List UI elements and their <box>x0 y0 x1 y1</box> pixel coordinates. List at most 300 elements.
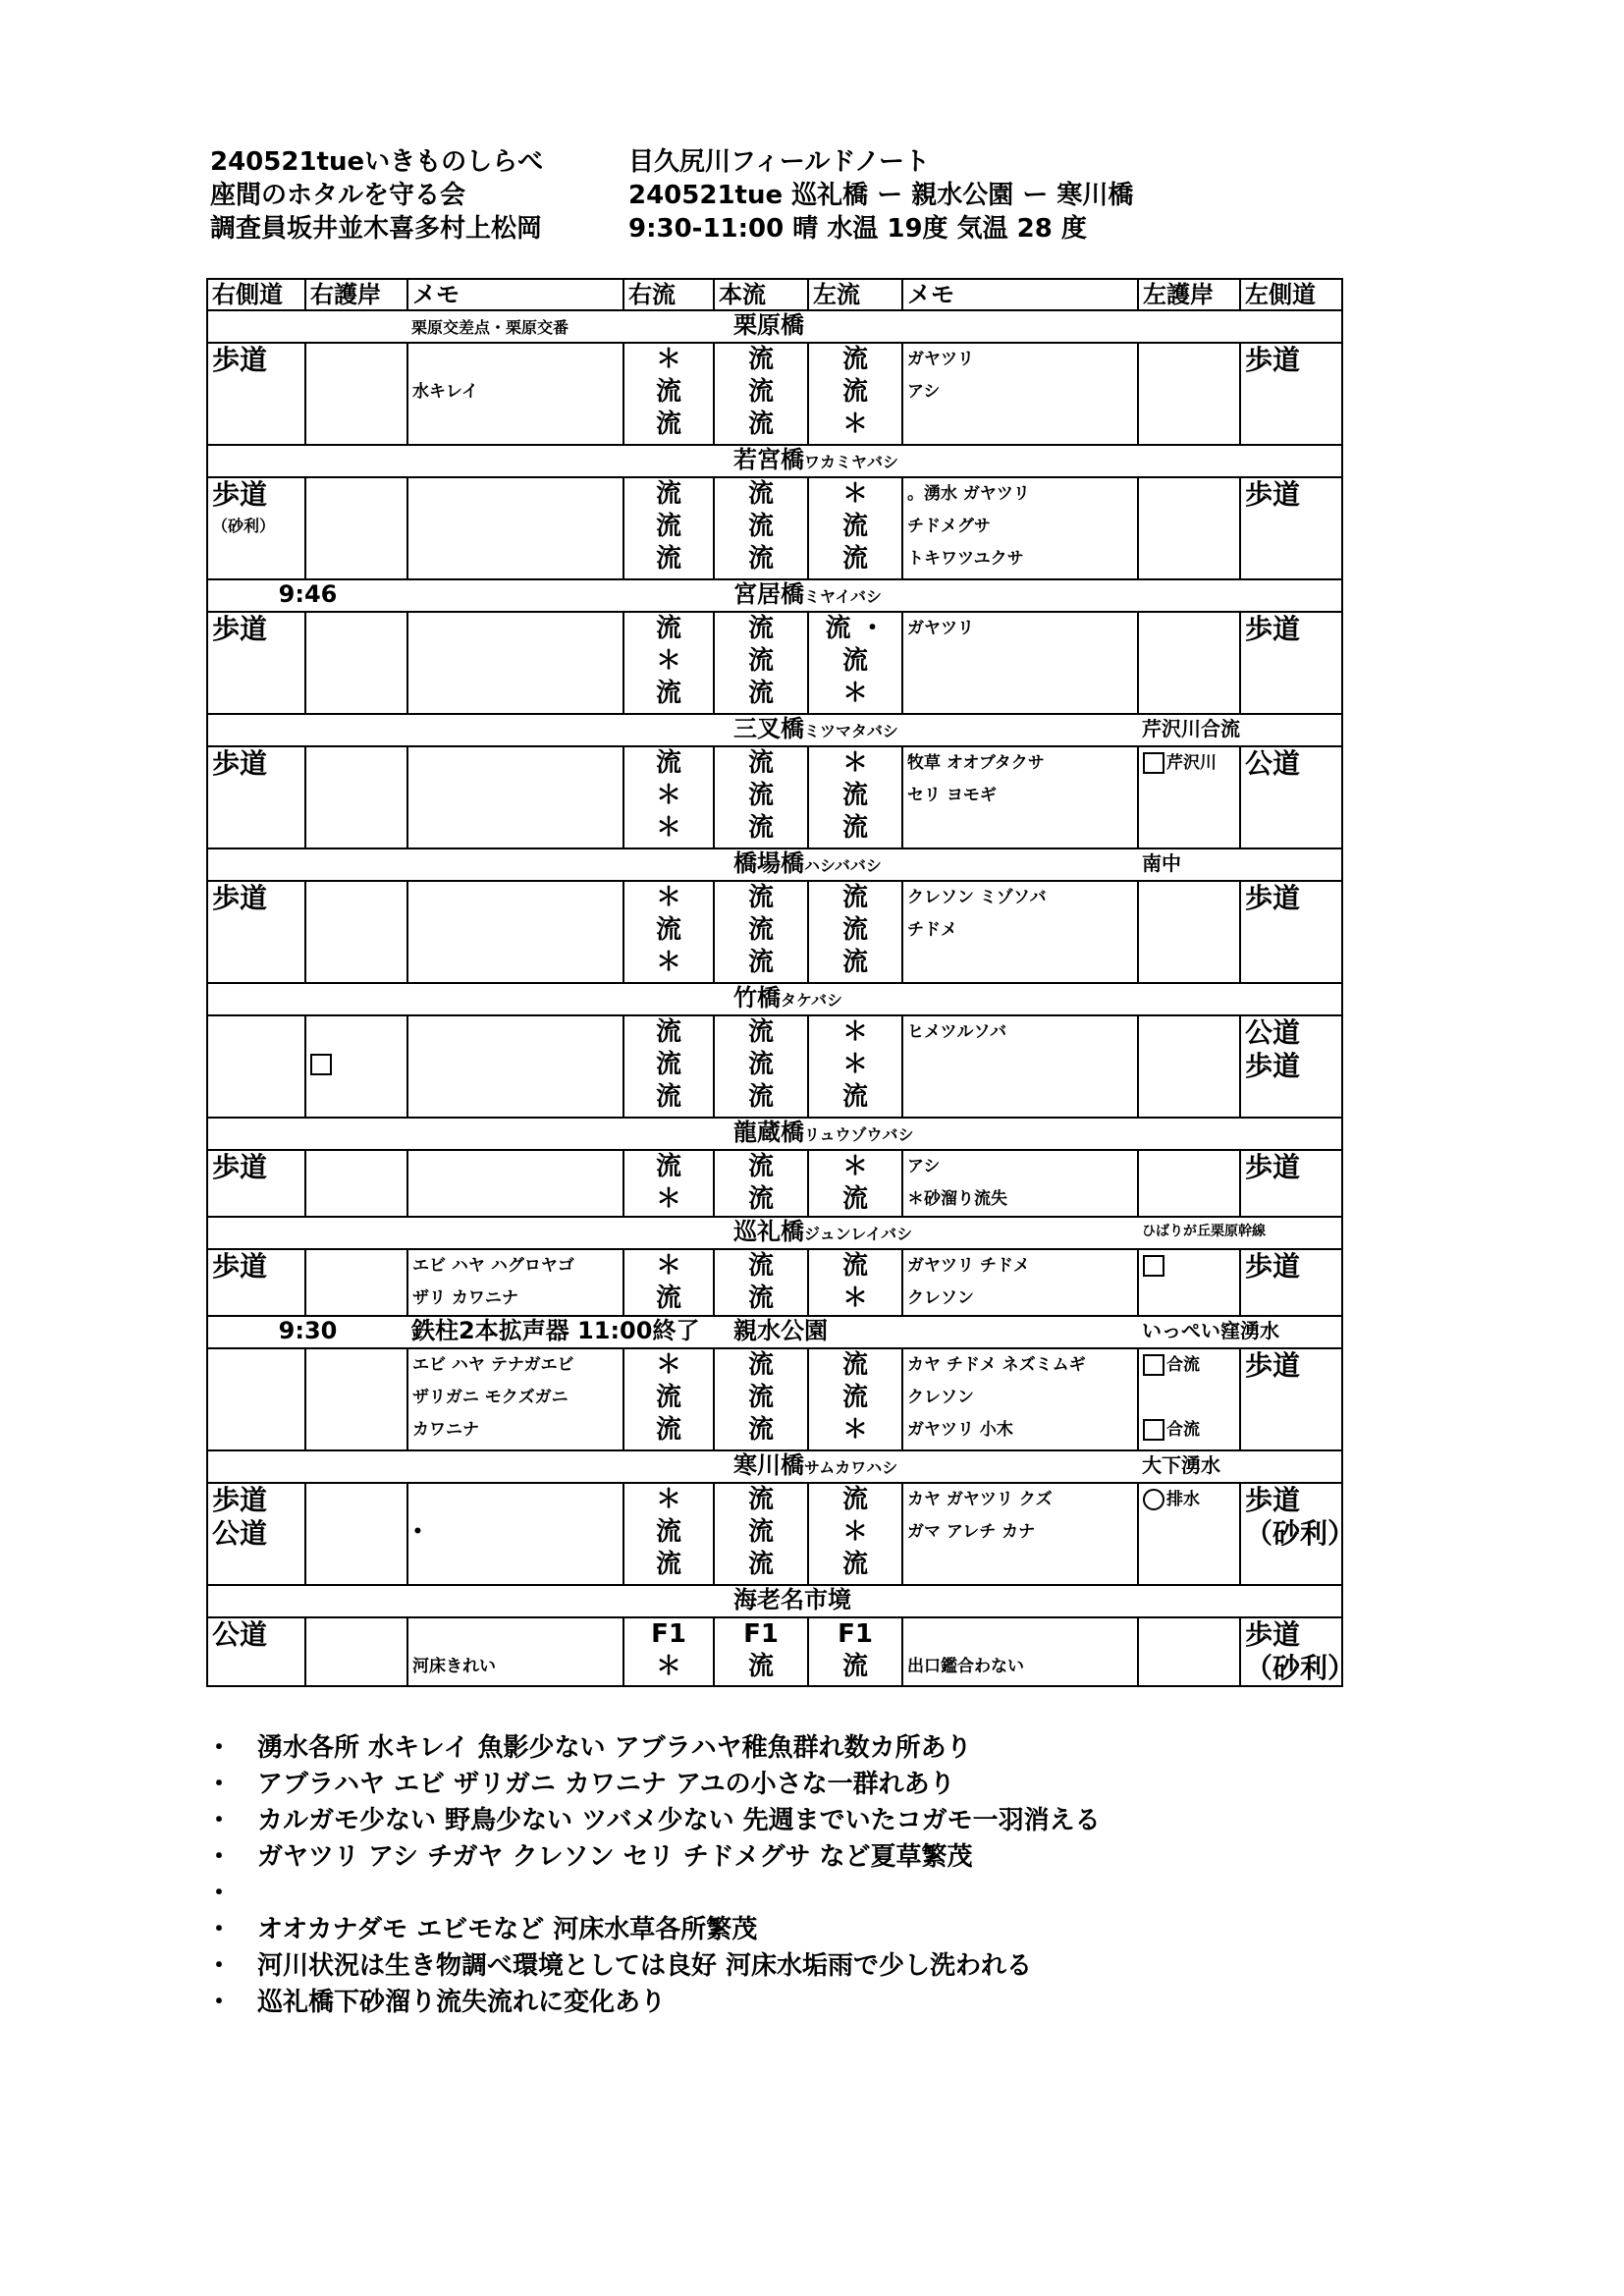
bridge-name: 海老名市境 <box>733 1586 851 1613</box>
right-flow-line: ＊ <box>655 1652 681 1681</box>
right-memo <box>407 881 623 983</box>
bridge-name: 三叉橋 <box>733 715 804 742</box>
left-side-cell <box>1240 1483 1356 1585</box>
right-flow-line: 流 <box>655 1383 681 1412</box>
note-text: カルガモ少ない 野鳥少ない ツバメ少ない 先週までいたコガモ一羽消える <box>257 1806 1101 1835</box>
right-flow-line: 流 <box>655 1550 681 1579</box>
right-bank-cell <box>305 1348 407 1450</box>
main-flow-line: F1 <box>743 1619 779 1649</box>
bridge-row <box>207 848 1342 881</box>
right-side-line: 歩道 <box>212 1250 268 1283</box>
right-memo-line <box>412 1183 619 1216</box>
right-flow <box>623 1348 714 1450</box>
right-memo-line: エビ ハヤ テナガエビ <box>412 1355 574 1375</box>
column-header-8: 左側道 <box>1240 279 1342 310</box>
main-flow-line: 流 <box>747 679 774 708</box>
left-side-cell <box>1240 1348 1342 1450</box>
left-memo <box>902 612 1138 714</box>
bridge-row <box>207 1316 1342 1348</box>
left-bank-cell <box>1138 1483 1240 1585</box>
right-memo-line <box>412 812 619 845</box>
right-flow-line: 流 <box>655 1284 681 1313</box>
bridge-time <box>207 1217 407 1249</box>
left-bank-text: 合流 <box>1166 1420 1200 1440</box>
left-flow-line: ＊ <box>841 1284 868 1313</box>
left-memo-line: クレソン <box>907 1388 974 1407</box>
main-flow-line: 流 <box>747 1017 774 1047</box>
left-bank-cell <box>1138 1015 1240 1118</box>
main-flow <box>714 1483 808 1585</box>
note-line <box>206 1912 1101 1948</box>
left-memo-line <box>907 645 1133 678</box>
left-bank-text: 排水 <box>1166 1490 1200 1509</box>
left-memo-line <box>907 1618 1133 1651</box>
note-text: ガヤツリ アシ チガヤ クレソン セリ チドメグサ など夏草繁茂 <box>257 1842 973 1872</box>
bridge-note <box>407 983 623 1015</box>
column-header-4: 本流 <box>714 279 808 310</box>
left-flow-line: ＊ <box>841 1517 868 1547</box>
left-flow-line: ＊ <box>841 748 868 778</box>
bridge-name-cell <box>623 714 1138 746</box>
main-flow-line: 流 <box>747 1350 774 1380</box>
bridge-note <box>407 1450 623 1483</box>
left-memo-line: アシ <box>907 382 941 402</box>
main-flow <box>714 1015 808 1118</box>
left-side-line: 歩道 <box>1245 1151 1301 1183</box>
right-side-line: 歩道 <box>212 1151 268 1183</box>
right-flow-line: ＊ <box>655 1350 681 1380</box>
left-side-line: （砂利） <box>1245 1517 1356 1550</box>
main-flow <box>714 477 808 579</box>
right-memo-line <box>412 344 619 376</box>
left-flow <box>808 1617 902 1686</box>
right-memo-line: • <box>412 1522 423 1542</box>
bridge-time <box>207 445 407 477</box>
bridge-name-cell <box>623 445 1138 477</box>
right-side-line: 歩道 <box>212 1484 268 1516</box>
main-flow-line: 流 <box>747 813 774 843</box>
note-text: 湧水各所 水キレイ 魚影少ない アブラハヤ稚魚群れ数カ所あり <box>257 1733 972 1763</box>
bridge-note <box>407 714 623 746</box>
right-memo-line <box>412 780 619 812</box>
left-side-cell <box>1240 1249 1342 1316</box>
left-memo-line <box>907 1081 1133 1114</box>
main-flow-line: 流 <box>747 915 774 945</box>
right-memo-line: エビ ハヤ ハグロヤゴ <box>412 1256 574 1276</box>
bullet: ・ <box>206 1879 233 1908</box>
right-flow-line: 流 <box>655 1152 681 1181</box>
bridge-time <box>207 714 407 746</box>
left-bank-text: 芹沢川 <box>1166 753 1217 773</box>
left-bank-line <box>1143 1349 1235 1382</box>
right-memo-line <box>412 1081 619 1114</box>
section-row <box>207 1015 1342 1118</box>
right-memo-line: 河床きれい <box>412 1657 496 1676</box>
left-memo <box>902 343 1138 445</box>
bridge-kana: タケバシ <box>781 991 843 1010</box>
left-side-line: 歩道 <box>1245 613 1301 645</box>
left-bank-line <box>1143 1382 1235 1414</box>
left-side-line: （砂利） <box>1245 1652 1356 1684</box>
header-left <box>210 145 543 246</box>
main-flow-line: 流 <box>747 1485 774 1514</box>
right-bank-line <box>310 1054 403 1075</box>
right-flow-line: 流 <box>655 614 681 643</box>
left-flow <box>808 746 902 848</box>
left-side-cell <box>1240 477 1342 579</box>
main-flow <box>714 1617 808 1686</box>
right-side-line: 歩道 <box>212 344 268 376</box>
bridge-name-cell <box>623 1585 1138 1617</box>
left-side-cell <box>1240 746 1342 848</box>
right-memo-line <box>412 511 619 543</box>
left-memo <box>902 1015 1138 1118</box>
bridge-note <box>407 445 623 477</box>
left-flow-line: 流 <box>841 1184 868 1214</box>
right-memo-line: 水キレイ <box>412 382 478 402</box>
right-flow-line: ＊ <box>655 1485 681 1514</box>
right-memo-line <box>412 1549 619 1581</box>
right-memo <box>407 1348 623 1450</box>
right-side-cell <box>207 1249 305 1316</box>
right-flow <box>623 343 714 445</box>
left-flow-line: 流 <box>841 646 868 676</box>
bridge-right-note <box>1138 579 1342 612</box>
column-header-7: 左護岸 <box>1138 279 1240 310</box>
left-memo <box>902 1150 1138 1217</box>
main-flow-line: 流 <box>747 512 774 541</box>
note-line <box>206 1985 1101 2021</box>
main-flow-line: 流 <box>747 1652 774 1681</box>
left-side-line: 歩道 <box>1245 1484 1301 1516</box>
left-memo <box>902 1249 1138 1316</box>
left-memo-line: チドメグサ <box>907 517 991 536</box>
checkbox-icon <box>1143 1255 1164 1277</box>
header-time-weather: 9:30-11:00 晴 水温 19度 気温 28 度 <box>628 214 1087 244</box>
bullet: ・ <box>206 1733 233 1763</box>
bridge-name: 親水公園 <box>733 1317 828 1344</box>
right-memo <box>407 1150 623 1217</box>
main-flow <box>714 881 808 983</box>
left-bank-cell <box>1138 746 1240 848</box>
column-header-3: 右流 <box>623 279 714 310</box>
section-row <box>207 1617 1342 1686</box>
right-memo-line: カワニナ <box>412 1420 479 1440</box>
right-bank-cell <box>305 477 407 579</box>
bridge-row <box>207 1585 1342 1617</box>
note-text: 巡礼橋下砂溜り流失流れに変化あり <box>257 1988 667 2017</box>
right-memo <box>407 1249 623 1316</box>
left-flow <box>808 612 902 714</box>
right-side-line: 歩道 <box>212 613 268 645</box>
left-flow-line: 流 <box>841 781 868 810</box>
bridge-note <box>407 579 623 612</box>
main-flow-line: 流 <box>747 1082 774 1112</box>
right-memo <box>407 1015 623 1118</box>
main-flow-line: 流 <box>747 479 774 509</box>
bridge-note <box>407 1585 623 1617</box>
right-flow-line: 流 <box>655 544 681 574</box>
bridge-name-cell <box>623 1118 1138 1150</box>
left-flow-line: 流 ・ <box>825 614 886 643</box>
right-flow <box>623 746 714 848</box>
left-bank-cell <box>1138 612 1240 714</box>
bridge-right-note: 芹沢川合流 <box>1138 714 1342 746</box>
left-side-cell <box>1240 1150 1342 1217</box>
section-row <box>207 1483 1342 1585</box>
header-route: 240521tue 巡礼橋 ー 親水公園 ー 寒川橋 <box>628 181 1134 210</box>
right-flow-line: 流 <box>655 479 681 509</box>
section-row <box>207 343 1342 445</box>
main-flow-line: 流 <box>747 1383 774 1412</box>
checkbox-icon <box>310 1054 332 1075</box>
left-memo-line <box>907 678 1133 710</box>
bridge-name-cell <box>623 848 1138 881</box>
main-flow-line: 流 <box>747 646 774 676</box>
left-bank-line <box>1143 1414 1235 1447</box>
left-bank-cell <box>1138 477 1240 579</box>
header-right <box>628 145 1133 246</box>
left-side-cell <box>1240 612 1342 714</box>
left-memo-line: ヒメツルソバ <box>907 1022 1007 1042</box>
bridge-time <box>207 1118 407 1150</box>
right-side-cell <box>207 1483 305 1585</box>
right-flow <box>623 1483 714 1585</box>
right-flow-line: ＊ <box>655 948 681 977</box>
left-memo-line: チドメ <box>907 920 957 940</box>
note-line <box>206 1767 1101 1803</box>
main-flow-line: 流 <box>747 1284 774 1313</box>
right-flow-line: 流 <box>655 1082 681 1112</box>
bullet: ・ <box>206 1915 233 1944</box>
section-row <box>207 881 1342 983</box>
right-side-line: 歩道 <box>212 478 268 511</box>
bridge-kana: サムカワハシ <box>804 1458 898 1477</box>
left-flow-line: 流 <box>841 544 868 574</box>
left-flow <box>808 1150 902 1217</box>
right-flow <box>623 477 714 579</box>
right-memo <box>407 1617 623 1686</box>
section-row <box>207 477 1342 579</box>
left-memo-line: セリ ヨモギ <box>907 786 997 805</box>
left-flow-line: 流 <box>841 345 868 374</box>
right-memo-line <box>412 747 619 780</box>
right-side-line: （砂利） <box>212 517 276 535</box>
right-bank-cell <box>305 881 407 983</box>
header-surveyors: 調査員坂井並木喜多村上松岡 <box>210 214 543 244</box>
column-header-2: メモ <box>407 279 623 310</box>
bridge-time <box>207 1585 407 1617</box>
left-memo-line: 牧草 オオブタクサ <box>907 753 1045 773</box>
left-flow-line: ＊ <box>841 1152 868 1181</box>
bridge-name: 栗原橋 <box>733 311 804 339</box>
bridge-note <box>407 848 623 881</box>
bridge-name: 巡礼橋 <box>733 1218 804 1245</box>
left-bank-line <box>1143 1250 1235 1283</box>
section-row <box>207 612 1342 714</box>
bridge-row <box>207 1217 1342 1249</box>
bridge-name-cell <box>623 983 1138 1015</box>
bridge-time: 9:46 <box>207 579 407 612</box>
bullet: ・ <box>206 1988 233 2017</box>
bridge-time <box>207 983 407 1015</box>
left-memo-line <box>907 1049 1133 1081</box>
left-flow-line: 流 <box>841 915 868 945</box>
bridge-name: 竹橋 <box>733 984 781 1011</box>
bridge-right-note <box>1138 445 1342 477</box>
right-flow-line: 流 <box>655 1415 681 1445</box>
column-header-row <box>207 279 1342 310</box>
right-side-cell <box>207 343 305 445</box>
right-side-cell <box>207 1348 305 1450</box>
right-bank-cell <box>305 1015 407 1118</box>
left-memo-line <box>907 409 1133 441</box>
right-flow <box>623 612 714 714</box>
note-text: オオカナダモ エビモなど 河床水草各所繁茂 <box>257 1915 758 1944</box>
bridge-row <box>207 983 1342 1015</box>
right-memo-line <box>412 1618 619 1651</box>
left-side-cell <box>1240 881 1342 983</box>
main-flow-line: 流 <box>747 883 774 912</box>
bridge-right-note: ひばりが丘栗原幹線 <box>1138 1217 1342 1249</box>
left-bank-line <box>1143 1484 1235 1516</box>
right-memo <box>407 343 623 445</box>
right-memo <box>407 477 623 579</box>
left-side-line: 歩道 <box>1245 1349 1301 1382</box>
left-flow-line: ＊ <box>841 1017 868 1047</box>
right-flow <box>623 1150 714 1217</box>
column-header-5: 左流 <box>808 279 902 310</box>
note-text: 河川状況は生き物調べ環境としては良好 河床水垢雨で少し洗われる <box>257 1951 1033 1981</box>
right-side-cell <box>207 1150 305 1217</box>
left-flow-line: 流 <box>841 377 868 407</box>
right-memo-line <box>412 882 619 914</box>
right-side-line: 公道 <box>212 1517 268 1550</box>
checkbox-icon <box>1143 1419 1164 1441</box>
bridge-kana: ミツマタバシ <box>804 722 898 740</box>
right-flow <box>623 881 714 983</box>
bridge-note <box>407 310 623 343</box>
right-flow <box>623 1015 714 1118</box>
section-row <box>207 1348 1342 1450</box>
survey-table <box>206 278 1356 1687</box>
bullet: ・ <box>206 1842 233 1872</box>
left-bank-cell <box>1138 343 1240 445</box>
bridge-time <box>207 848 407 881</box>
left-side-line: 歩道 <box>1245 344 1301 376</box>
right-bank-cell <box>305 343 407 445</box>
right-memo-line <box>412 645 619 678</box>
left-memo <box>902 477 1138 579</box>
right-side-line: 公道 <box>212 1618 268 1651</box>
right-side-cell <box>207 746 305 848</box>
main-flow <box>714 343 808 445</box>
main-flow-line: 流 <box>747 410 774 439</box>
right-flow-line: ＊ <box>655 883 681 912</box>
right-side-cell <box>207 881 305 983</box>
note-line <box>206 1839 1101 1876</box>
left-side-line: 公道 <box>1245 747 1301 780</box>
bullet: ・ <box>206 1770 233 1799</box>
left-memo-line <box>907 1549 1133 1581</box>
main-flow-line: 流 <box>747 1550 774 1579</box>
bridge-name-cell <box>623 1450 1138 1483</box>
bridge-time: 9:30 <box>207 1316 407 1348</box>
note-line <box>206 1803 1101 1839</box>
right-memo-line <box>412 947 619 979</box>
left-memo <box>902 1617 1138 1686</box>
left-memo-line: ガヤツリ 小木 <box>907 1420 1013 1440</box>
right-bank-cell <box>305 612 407 714</box>
left-side-line: 歩道 <box>1245 478 1301 511</box>
bridge-right-note <box>1138 1585 1342 1617</box>
right-memo-line <box>412 478 619 511</box>
left-side-cell <box>1240 1617 1356 1686</box>
left-memo-line <box>907 812 1133 845</box>
note-line <box>206 1876 1101 1912</box>
left-memo-line: ガマ アレチ カナ <box>907 1522 1036 1542</box>
bridge-right-note: いっぺい窪湧水 <box>1138 1316 1342 1348</box>
right-flow <box>623 1249 714 1316</box>
right-memo-line <box>412 1016 619 1049</box>
right-flow-line: 流 <box>655 410 681 439</box>
main-flow-line: 流 <box>747 544 774 574</box>
bridge-kana: ミヤイバシ <box>804 587 883 606</box>
bridge-name-cell <box>623 310 1138 343</box>
right-flow-line: ＊ <box>655 781 681 810</box>
right-flow-line: ＊ <box>655 646 681 676</box>
left-flow-line: 流 <box>841 1485 868 1514</box>
bridge-right-note <box>1138 310 1342 343</box>
bridge-kana: ジュンレイバシ <box>804 1225 913 1243</box>
column-header-1: 右護岸 <box>305 279 407 310</box>
bridge-right-note: 南中 <box>1138 848 1342 881</box>
bridge-kana: ハシババシ <box>804 856 882 875</box>
bridge-right-note <box>1138 983 1342 1015</box>
right-memo-line: ザリ カワニナ <box>412 1288 518 1308</box>
left-flow-line: 流 <box>841 948 868 977</box>
left-memo-line: ＊砂溜り流失 <box>907 1189 1007 1209</box>
right-memo-line <box>412 1151 619 1183</box>
right-memo-line: ザリガニ モクズガニ <box>412 1388 568 1407</box>
main-flow-line: 流 <box>747 781 774 810</box>
left-bank-cell <box>1138 1249 1240 1316</box>
right-memo-line <box>412 613 619 645</box>
right-memo-line <box>412 1484 619 1516</box>
left-flow <box>808 1348 902 1450</box>
left-memo-line: 。湧水 ガヤツリ <box>907 484 1030 504</box>
left-side-line: 公道 <box>1245 1016 1301 1049</box>
right-flow-line: F1 <box>651 1619 686 1649</box>
left-flow-line: 流 <box>841 813 868 843</box>
right-memo <box>407 1483 623 1585</box>
bridge-note <box>407 1217 623 1249</box>
bridge-row <box>207 310 1342 343</box>
main-flow-line: 流 <box>747 748 774 778</box>
main-flow <box>714 1150 808 1217</box>
left-bank-cell <box>1138 881 1240 983</box>
main-flow-line: 流 <box>747 948 774 977</box>
left-memo-line: カヤ ガヤツリ クズ <box>907 1490 1053 1509</box>
bridge-name: 若宮橋 <box>733 446 804 473</box>
right-bank-cell <box>305 746 407 848</box>
right-flow-line: ＊ <box>655 813 681 843</box>
bridge-time <box>207 1450 407 1483</box>
header-note-title: 目久尻川フィールドノート <box>628 147 931 177</box>
right-memo-line <box>412 409 619 441</box>
left-side-cell <box>1240 343 1342 445</box>
right-side-cell <box>207 1617 305 1686</box>
